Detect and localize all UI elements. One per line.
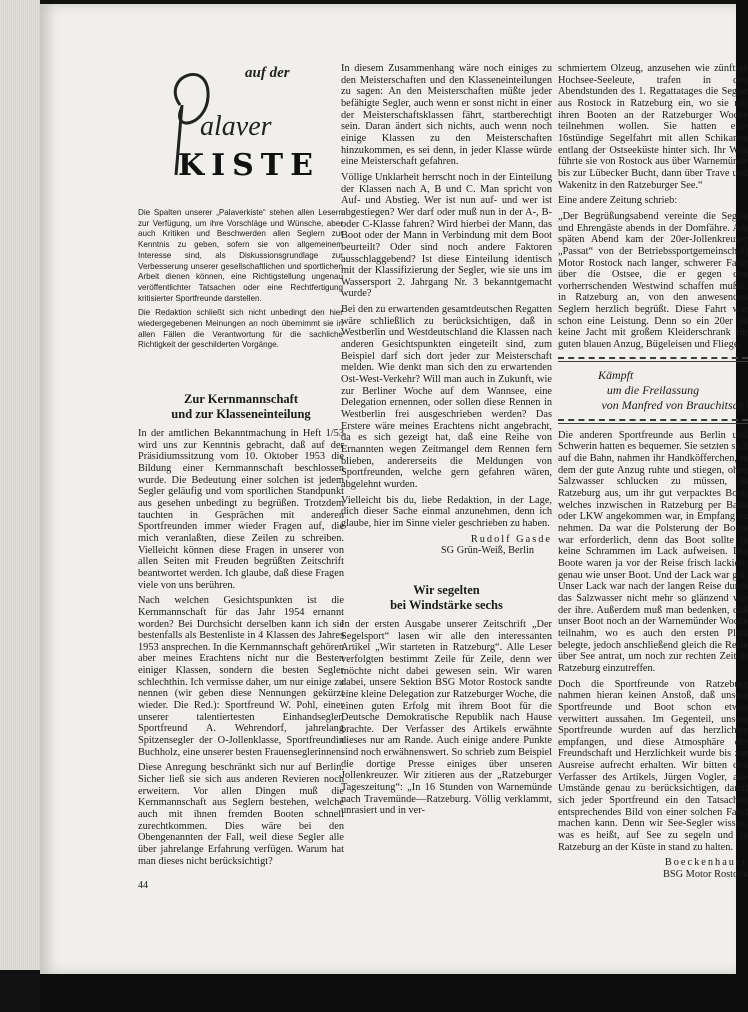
paragraph: Bei den zu erwartenden gesamtdeutschen Regatten wäre schließlich zu berücksichtigen, daß in Westberlin und Westdeutschland die Klassen nach anderen Gesichtspunkten eingeteilt sind, zum Beispiel darf sich dort jeder zur Meisterschaft melden. Wie denkt man sich den zu erwartenden Ost-West-Verkehr? Will man auch in Zukunft, wie zur Berliner Woche auf dem Wannsee, eine Delegation ernennen, oder sollen diese Rennen in Westberlin frei ausgeschrieben werden? Das Erstere wäre meines Erachtens nicht angebracht, da es sich gezeigt hat, daß eine Reihe von Ernannten wegen Zeitmangel dem Rennen fern blieben, andererseits die Meldungen von Sportfreunden, welche gern gefahren wären, abgelehnt wurden. — [341, 304, 552, 490]
magazine-page — [40, 4, 748, 974]
logo-word-kiste: KISTE — [178, 148, 320, 183]
box-heading: Kämpft um die Freilassung von Manfred von Brauchitsch! — [598, 367, 748, 412]
column-1 — [138, 392, 344, 871]
divider-rule — [558, 419, 748, 424]
logo-word-palaver: alaver — [200, 111, 272, 142]
column-3 — [558, 63, 748, 881]
page-number: 44 — [138, 880, 148, 891]
paragraph: In der amtlichen Bekanntmachung in Heft 1/53 wird uns zur Kenntnis gebracht, daß auf der Präsidiumssitzung vom 10. Oktober 1953 die Bildung einer Kernmannschaft beschlossen wurde. Die Bedeutung einer solchen ist jedem Segler geläufig und vom sportlichen Standpunkt aus gesehen unbedingt zu begrüßen. Trotzdem tauchten in Gesprächen mit anderen Sportfreunden immer wieder Fragen auf, die mich veranlaßten, diese Zeilen zu schreiben. Vielleicht können diese Fragen in unserer von allen Seiten mit Freuden begrüßten Zeitschrift beantwortet werden. Ich glaube, daß diese Fragen viele von uns berühren. — [138, 428, 344, 591]
logo-word-auf-der: auf der — [245, 65, 290, 81]
paragraph: Völlige Unklarheit herrscht noch in der Einteilung der Klassen nach A, B und C. Man spricht von Auf- und Abstieg. Wer ist nun auf- und wer ist abgestiegen? Wer darf oder muß nun in der A-, B- oder C-Klasse fahren? Wird hierbei der Mann, das Boot oder der Mann in Verbindung mit dem Boot beurteilt? Oder sind noch andere Faktoren ausschlaggebend? Ist diese Einteilung identisch mit der Klassifizierung der Segler, wie sie uns im Wassersport 2. Jahrgang Nr. 3 bekanntgemacht wurde? — [341, 171, 552, 300]
divider-rule — [558, 357, 748, 362]
signature-club: SG Grün-Weiß, Berlin — [440, 545, 534, 557]
signature-name: Rudolf Gasde — [470, 533, 552, 545]
paragraph: Die anderen Sportfreunde aus Berlin und Schwerin hatten es bequemer. Sie setzten sich auf die Bahn, nahmen ihr Handköfferchen, in dem der gute Anzug ruhte und stiegen, ohne Salzwasser schlucken zu müssen, in Ratzeburg aus, um ihr gut verpacktes Boot, welches inzwischen in Ratzeburg per Bahn oder LKW angekommen war, in Empfang zu nehmen. Da war die Polsterung der Boote war erforderlich, denn das Boot sollte ja keine Schrammen im Lack aufweisen. Die Boote waren ja vor der Reise frisch lackiert, genau wie unser Boot. Und der Lack war gut. Unser Lack war nach der langen Reise durch das Salzwasser nicht mehr so glänzend wie der ihre. Außerdem muß man bedenken, daß unser Boot noch an der Warnemünder Woche teilnahm, wo es auch den ersten Platz belegte, jedoch anschließend gleich die Reise über See antrat, um noch zur rechten Zeit in Ratzeburg einzutreffen. — [558, 429, 748, 674]
paragraph: Nach welchen Gesichtspunkten ist die Kernmannschaft für das Jahr 1954 ernannt worden? Bei Durchsicht derselben kann ich sie bestenfalls als Bestenliste in 4 Klassen des Jahres 1953 ansprechen. In die Kernmannschaft gehören aber meines Erachtens nicht nur die Besten einiger Klassen, sondern die besten Segler schlechthin. Ich vermisse daher, um nur einige zu nennen (wir geben diese Nennungen gekürzt wieder. Die Red.): Sportfreund W. Pohl, einer unserer talentiertesten Einhandsegler, Sportfreund A. Wehrendorf, jahrelang Spitzensegler der O-Jollenklasse, Sportfreundin Buchholz, eine unserer besten Frauenseglerinnen. — [138, 595, 344, 758]
intro-text — [138, 208, 343, 355]
paragraph: schmiertem Olzeug, anzusehen wie zünftige Hochsee-Seeleute, trafen in den Abendstunden des 1. Regattatages die Segler aus Rostock in Ratzeburg ein, wo sie mit ihren Booten an der Ratzeburger Woche teilnehmen wollen. Sie hatten eine 16stündige Segelfahrt mit allen Schikanen entlang der Ostseeküste hinter sich. Ihr Weg führte sie von Rostock aus über Warnemünde bis zur Lübecker Bucht, dann über Trave und Wakenitz in den Ratzeburger See.“ — [558, 63, 748, 191]
column-2 — [341, 63, 552, 821]
paragraph: „Der Begrüßungsabend vereinte die Segler und Ehrengäste abends in der Domfähre. Am späten Abend kam der 20er-Jollenkreuzer „Passat“ von der Betriebssportgemeinschaft Motor Rostock nach langer, schwerer Fahrt über die Ostsee, die er gegen den vorherrschenden Westwind schaffen mußte, in Ratzeburg an, von den anwesenden Seglern herzlich begrüßt. Diese Fahrt war schon eine Leistung. Denn so ein 20er ist keine Jacht mit großem Kleiderschrank für guten blauen Anzug, Bügeleisen und Fliege. — [558, 210, 748, 351]
paragraph: In der ersten Ausgabe unserer Zeitschrift „Der Segelsport“ lasen wir alle den interessanten Artikel „Wir starteten in Ratzeburg“. Alle Leser verfolgten bestimmt Zeile für Zeile, denn wer möchte nicht dabei gewesen sein. Wir waren dabei, unsere Sektion BSG Motor Rostock sandte eine kleine Delegation zur Ratzeburger Woche, die einen guten Erfolg mit ihrem Boot für die Deutsche Demokratische Republik nach Hause brachte. Der Verfasser des Artikels erwähnte dieses nur am Rande. Auch einige andere Punkte sind noch erwähnenswert. So schrieb zum Beispiel die dortige Presse einiges über unseren Jollenkreuzer. Wir zitieren aus der „Ratzeburger Tageszeitung“: „In 16 Stunden von Warnemünde nach Travemünde—Ratzeburg. Völlig verklammt, unrasiert und in ver- — [341, 618, 552, 817]
page-stack-edge — [0, 0, 40, 970]
paragraph: Diese Anregung beschränkt sich nur auf Berlin. Sicher ließ sie sich aus anderen Revieren noch erweitern. Vor allen Dingen muß die Kernmannschaft aus Seglern bestehen, welche auch mit ihnen fremden Booten schnell zurechtkommen. Dies wäre bei den Obengenannten der Fall, weil diese Segler alle über jahrelange Erfahrung verfügen. Warum hat man dieses nicht berücksichtigt? — [138, 762, 344, 867]
bottom-shadow — [40, 974, 736, 1012]
article-headline: Zur Kernmannschaft und zur Klasseneinteilung — [171, 392, 311, 421]
paragraph: Eine andere Zeitung schrieb: — [558, 195, 678, 207]
article-headline: Wir segelten bei Windstärke sechs — [390, 582, 503, 612]
paragraph: In diesem Zusammenhang wäre noch einiges zu den Meisterschaften und den Klasseneinteilungen zu sagen: An den Meisterschaften müßte jeder befähigte Segler, auch wenn er sonst nicht in einer der Meisterschaftsklassen fährt, startberechtigt sein. Daran ändert sich nichts, auch wenn noch einige Klassen zu den Meisterschaften hinzukommen, es sei denn, in jeder Klasse würde eine Meisterschaft gefahren. — [341, 63, 552, 168]
palaverkiste-logo — [150, 57, 350, 207]
paragraph: Vielleicht bis du, liebe Redaktion, in der Lage, dich dieser Sache einmal anzunehmen, denn ich glaube, hier im Sinne vieler geschrieben zu haben. — [341, 494, 552, 529]
paragraph: Doch die Sportfreunde von Ratzeburg nahmen hieran keinen Anstoß, daß unsere Sportfreunde und Boot schon etwas verwittert aussahen. Im Gegenteil, unsere Sportfreunde wurden auf das herzlichste empfangen, und diese Atmosphäre der Freundschaft und Herzlichkeit wurde bis zur Ausreise aufrecht erhalten. Wir bitten den Verfasser des Artikels, Jürgen Vogler, alle Umstände genau zu berücksichtigen, damit sich jeder Sportfreund ein den Tatsachen entsprechendes Bild von einer solchen Fahrt machen kann. Denn wir See-Segler wissen, was es heißt, auf See zu segeln und in Ratzeburg an der Küste in stand zu halten. — [558, 678, 748, 853]
signature-name: Boeckenhauer — [664, 857, 748, 869]
intro-paragraph: Die Spalten unserer „Palaverkiste“ stehen allen Lesern zur Verfügung, um ihre Vorschläge und Wünsche, aber auch Kritiken und Beschwerden allen Seglern zur Kenntnis zu geben, sofern sie von allgemeinem Interesse sind, als Diskussionsgrundlage zur Verbesserung unserer gesellschaftlichen und sportlichen Arbeit dienen können, eine Richtigstellung ungenau veröffentlichter Tatsachen oder eine Rechtfertigung kritisierter Sportfreunde darstellen. — [138, 208, 343, 303]
signature-club: BSG Motor Rostock — [662, 869, 748, 881]
intro-paragraph: Die Redaktion schließt sich nicht unbedingt den hier wiedergegebenen Meinungen an noch übernimmt sie in allen Fällen die Verantwortung für die sachliche Richtigkeit der geschilderten Vorgänge. — [138, 308, 343, 350]
